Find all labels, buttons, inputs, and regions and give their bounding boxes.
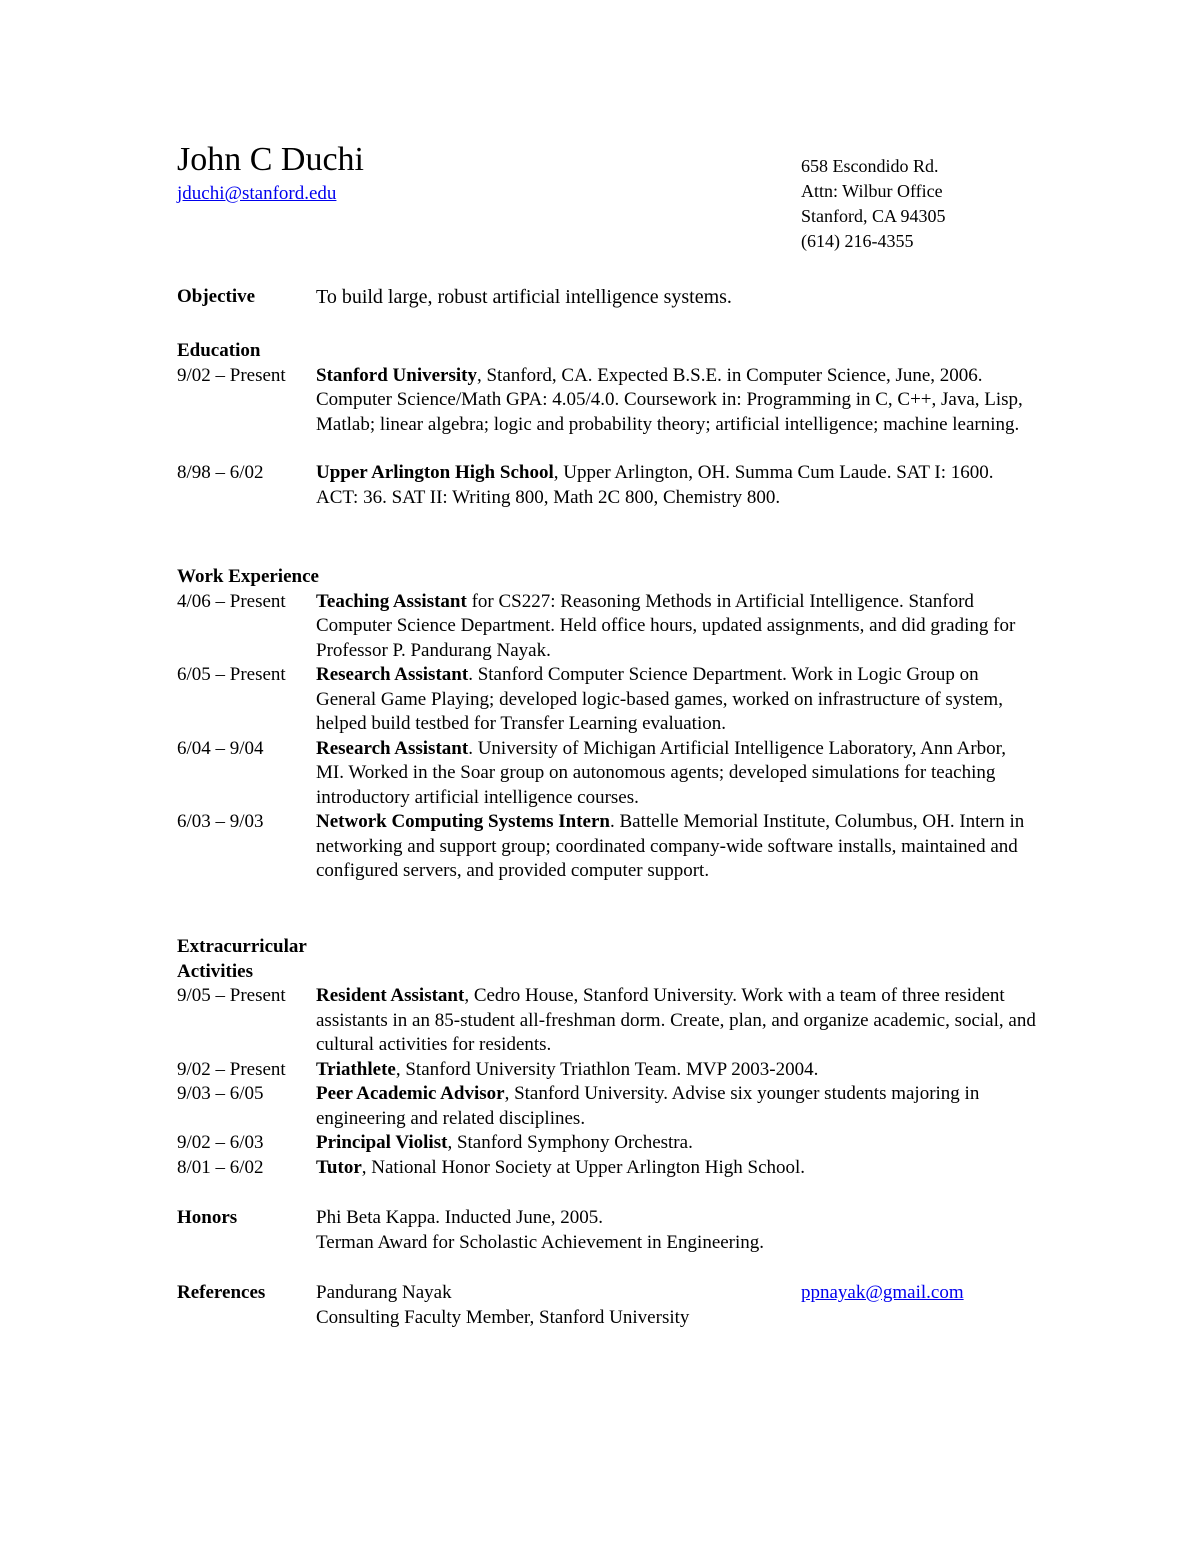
references-section	[177, 1281, 1037, 1330]
entry-text: . Stanford Computer Science Department. Work in Logic Group on General Game Playing; developed logic-based games, worked on infrastructure of system, helped build testbed for Transfer Learning evaluation.	[316, 664, 1003, 734]
mailing-address	[801, 154, 1021, 254]
resume-name: John C Duchi	[177, 141, 364, 178]
address-line: Stanford, CA 94305	[801, 206, 946, 226]
reference-entry	[316, 1281, 1037, 1330]
entry-description	[316, 1156, 1037, 1181]
entry-title: Tutor	[316, 1156, 362, 1178]
entry-text: , Stanford Symphony Orchestra.	[447, 1132, 693, 1153]
honors-heading: Honors	[177, 1207, 238, 1228]
work-entry	[177, 737, 1037, 811]
work-experience-section	[177, 565, 1037, 884]
work-entry	[177, 590, 1037, 664]
entry-dates: 8/98 – 6/02	[177, 462, 264, 483]
entry-text: for CS227: Reasoning Methods in Artificial Intelligence. Stanford Computer Science Department. Held office hours, updated assignments, and did grading for Professor P. Pandurang Nayak.	[316, 590, 1016, 661]
address-line: 658 Escondido Rd.	[801, 156, 939, 176]
entry-text: . University of Michigan Artificial Intelligence Laboratory, Ann Arbor, MI. Worked in the Soar group on autonomous agents; developed simulations for teaching introductory artificial intelligence courses.	[316, 737, 1006, 808]
entry-title: Upper Arlington High School	[316, 462, 554, 483]
entry-description	[316, 1058, 1037, 1083]
entry-dates: 9/05 – Present	[177, 985, 286, 1006]
education-heading: Education	[177, 340, 261, 361]
entry-title: Stanford University	[316, 364, 477, 386]
entry-description	[316, 590, 1037, 664]
activity-entry	[177, 1058, 1037, 1083]
entry-description	[316, 1131, 1037, 1156]
activity-entry	[177, 1156, 1037, 1181]
entry-dates: 4/06 – Present	[177, 590, 286, 612]
entry-description	[316, 984, 1037, 1058]
entry-text: , Stanford, CA. Expected B.S.E. in Computer Science, June, 2006. Computer Science/Math GPA: 4.05/4.0. Coursework in: Programming in C, C++, Java, Lisp, Matlab; linear algebra; logic and probability theory; artificial intelligence; machine learning.	[316, 364, 1023, 435]
extracurricular-section	[177, 935, 1037, 1180]
entry-description	[316, 364, 1037, 438]
entry-dates: 9/02 – Present	[177, 1058, 286, 1080]
objective-text: To build large, robust artificial intelligence systems.	[316, 286, 732, 308]
entry-description	[316, 461, 1037, 510]
entry-dates: 8/01 – 6/02	[177, 1156, 264, 1178]
entry-title: Resident Assistant	[316, 985, 465, 1006]
entry-dates: 9/02 – Present	[177, 364, 286, 386]
entry-title: Triathlete	[316, 1058, 396, 1080]
entry-dates: 6/04 – 9/04	[177, 737, 264, 759]
entry-text: , Cedro House, Stanford University. Work with a team of three resident assistants in an 85-student all-freshman dorm. Create, plan, and organize academic, social, and cultural activities for residents.	[316, 985, 1036, 1055]
entry-title: Principal Violist	[316, 1132, 448, 1153]
honors-section	[177, 1206, 1037, 1255]
activity-entry	[177, 1082, 1037, 1131]
honor-item: Phi Beta Kappa. Inducted June, 2005.	[316, 1207, 604, 1228]
education-section	[177, 339, 1037, 510]
entry-description	[316, 663, 1037, 737]
education-entry	[177, 461, 1037, 510]
references-heading: References	[177, 1282, 266, 1303]
email-link[interactable]: jduchi@stanford.edu	[177, 183, 337, 204]
entry-description	[316, 810, 1037, 884]
address-line: Attn: Wilbur Office	[801, 181, 943, 201]
reference-name: Pandurang Nayak	[316, 1282, 452, 1303]
education-entry	[177, 364, 1037, 438]
objective-heading: Objective	[177, 286, 256, 307]
work-experience-heading: Work Experience	[177, 566, 319, 587]
entry-dates: 9/03 – 6/05	[177, 1083, 264, 1104]
entry-dates: 6/03 – 9/03	[177, 811, 264, 832]
honor-item: Terman Award for Scholastic Achievement in Engineering.	[316, 1231, 765, 1253]
entry-text: , Stanford University. Advise six younger students majoring in engineering and related disciplines.	[316, 1083, 980, 1129]
honors-list	[316, 1206, 1037, 1255]
phone-number: (614) 216-4355	[801, 231, 914, 251]
entry-text: , Upper Arlington, OH. Summa Cum Laude. SAT I: 1600. ACT: 36. SAT II: Writing 800, Math 2C 800, Chemistry 800.	[316, 462, 994, 508]
entry-text: . Battelle Memorial Institute, Columbus, OH. Intern in networking and support group; coordinated company-wide software installs, maintained and configured servers, and provided computer support.	[316, 811, 1025, 881]
work-entry	[177, 663, 1037, 737]
entry-dates: 9/02 – 6/03	[177, 1132, 264, 1153]
entry-title: Teaching Assistant	[316, 590, 467, 612]
entry-text: , National Honor Society at Upper Arlington High School.	[361, 1156, 806, 1178]
entry-text: , Stanford University Triathlon Team. MVP 2003-2004.	[395, 1058, 819, 1080]
entry-title: Network Computing Systems Intern	[316, 811, 610, 832]
activity-entry	[177, 984, 1037, 1058]
entry-title: Research Assistant	[316, 664, 469, 685]
reference-email-link[interactable]: ppnayak@gmail.com	[801, 1282, 964, 1303]
entry-description	[316, 1082, 1037, 1131]
activity-entry	[177, 1131, 1037, 1156]
entry-title: Research Assistant	[316, 737, 469, 759]
entry-dates: 6/05 – Present	[177, 664, 286, 685]
objective-section	[177, 285, 1037, 310]
work-entry	[177, 810, 1037, 884]
entry-title: Peer Academic Advisor	[316, 1083, 505, 1104]
reference-title: Consulting Faculty Member, Stanford University	[316, 1306, 690, 1328]
extracurricular-heading: Extracurricular Activities	[177, 936, 307, 982]
entry-description	[316, 737, 1037, 811]
